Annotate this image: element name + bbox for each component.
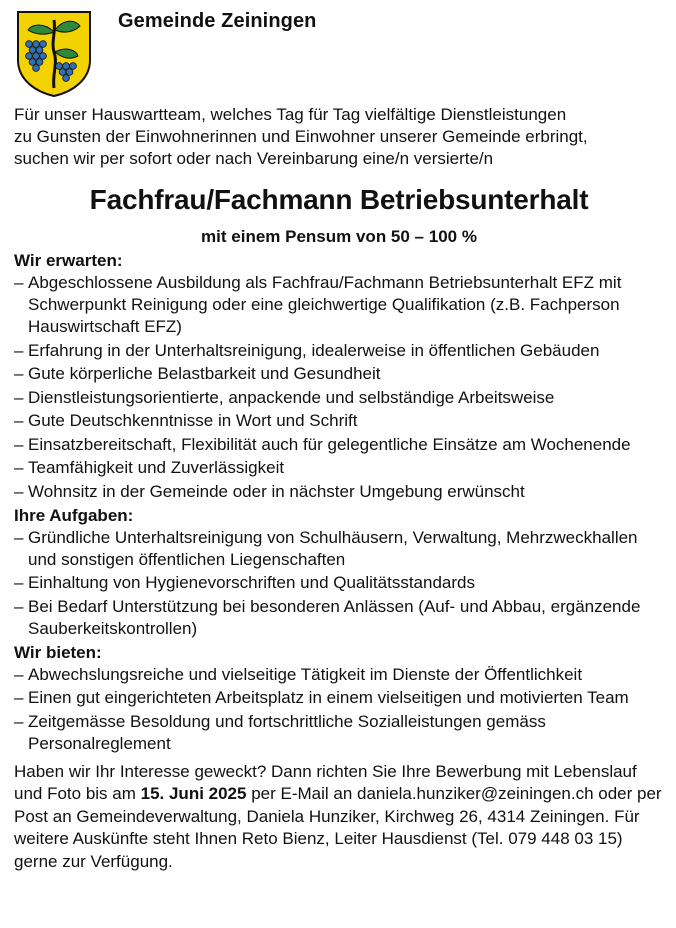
application-instructions <box>14 761 664 874</box>
section-requirements <box>14 250 664 503</box>
list-item: – Dienstleistungsorientierte, anpackende und selbständige Arbeitsweise <box>14 387 664 409</box>
outro-text: Haben wir Ihr Interesse geweckt? Dann richten Sie Ihre Bewerbung mit Lebenslauf und Foto bis am <box>14 761 637 803</box>
list-item: – Gründliche Unterhaltsreinigung von Schulhäusern, Verwaltung, Mehrzweckhallen und sonstigen öffentlichen Liegenschaften <box>14 527 664 571</box>
list-item: – Bei Bedarf Unterstützung bei besonderen Anlässen (Auf- und Abbau, ergänzende Sauberkeitskontrollen) <box>14 596 664 640</box>
municipal-crest-icon <box>14 8 94 98</box>
list-item: – Wohnsitz in der Gemeinde oder in nächster Umgebung erwünscht <box>14 481 664 503</box>
list-item: – Einsatzbereitschaft, Flexibilität auch für gelegentliche Einsätze am Wochenende <box>14 434 664 456</box>
outro-text: per E-Mail an daniela.hunziker@zeiningen.ch oder per Post an Gemeindeverwaltung, Daniela Hunziker, Kirchweg 26, 4314 Zeiningen. Für weitere Auskünfte steht Ihnen Reto Bienz, Leiter Hausdienst (Tel. 079 448 03 15) gerne zur Verfügung. <box>14 784 662 871</box>
list-item: – Abwechslungsreiche und vielseitige Tätigkeit im Dienste der Öffentlichkeit <box>14 664 664 686</box>
job-workload: mit einem Pensum von 50 – 100 % <box>201 227 477 246</box>
job-title: Fachfrau/Fachmann Betriebsunterhalt <box>89 184 589 215</box>
intro-paragraph <box>14 104 664 170</box>
section-heading: Wir erwarten: <box>14 251 123 270</box>
intro-line: zu Gunsten der Einwohnerinnen und Einwohner unserer Gemeinde erbringt, <box>14 127 588 146</box>
benefits-list <box>14 664 664 755</box>
tasks-list <box>14 527 664 640</box>
section-benefits <box>14 642 664 755</box>
section-heading: Ihre Aufgaben: <box>14 505 134 525</box>
list-item: – Einen gut eingerichteten Arbeitsplatz in einem vielseitigen und motivierten Team <box>14 687 664 709</box>
list-item: – Gute Deutschkenntnisse in Wort und Schrift <box>14 410 664 432</box>
application-deadline: 15. Juni 2025 <box>140 784 247 803</box>
intro-line: Für unser Hauswartteam, welches Tag für Tag vielfältige Dienstleistungen <box>14 105 567 124</box>
list-item: – Erfahrung in der Unterhaltsreinigung, idealerweise in öffentlichen Gebäuden <box>14 340 664 362</box>
list-item: – Teamfähigkeit und Zuverlässigkeit <box>14 457 664 479</box>
section-heading: Wir bieten: <box>14 642 102 662</box>
organization-name: Gemeinde Zeiningen <box>118 10 317 32</box>
list-item: – Einhaltung von Hygienevorschriften und Qualitätsstandards <box>14 572 664 594</box>
list-item: – Zeitgemässe Besoldung und fortschrittliche Sozialleistungen gemäss Personalreglement <box>14 711 664 755</box>
list-item: – Gute körperliche Belastbarkeit und Gesundheit <box>14 363 664 385</box>
list-item: – Abgeschlossene Ausbildung als Fachfrau/Fachmann Betriebsunterhalt EFZ mit Schwerpunkt Reinigung oder eine gleichwertige Qualifikation (z.B. Fachperson Hauswirtschaft EFZ) <box>14 272 664 338</box>
intro-line: suchen wir per sofort oder nach Vereinbarung eine/n versierte/n <box>14 149 494 168</box>
requirements-list <box>14 272 664 503</box>
section-tasks <box>14 505 664 640</box>
advertisement-body <box>14 104 664 873</box>
